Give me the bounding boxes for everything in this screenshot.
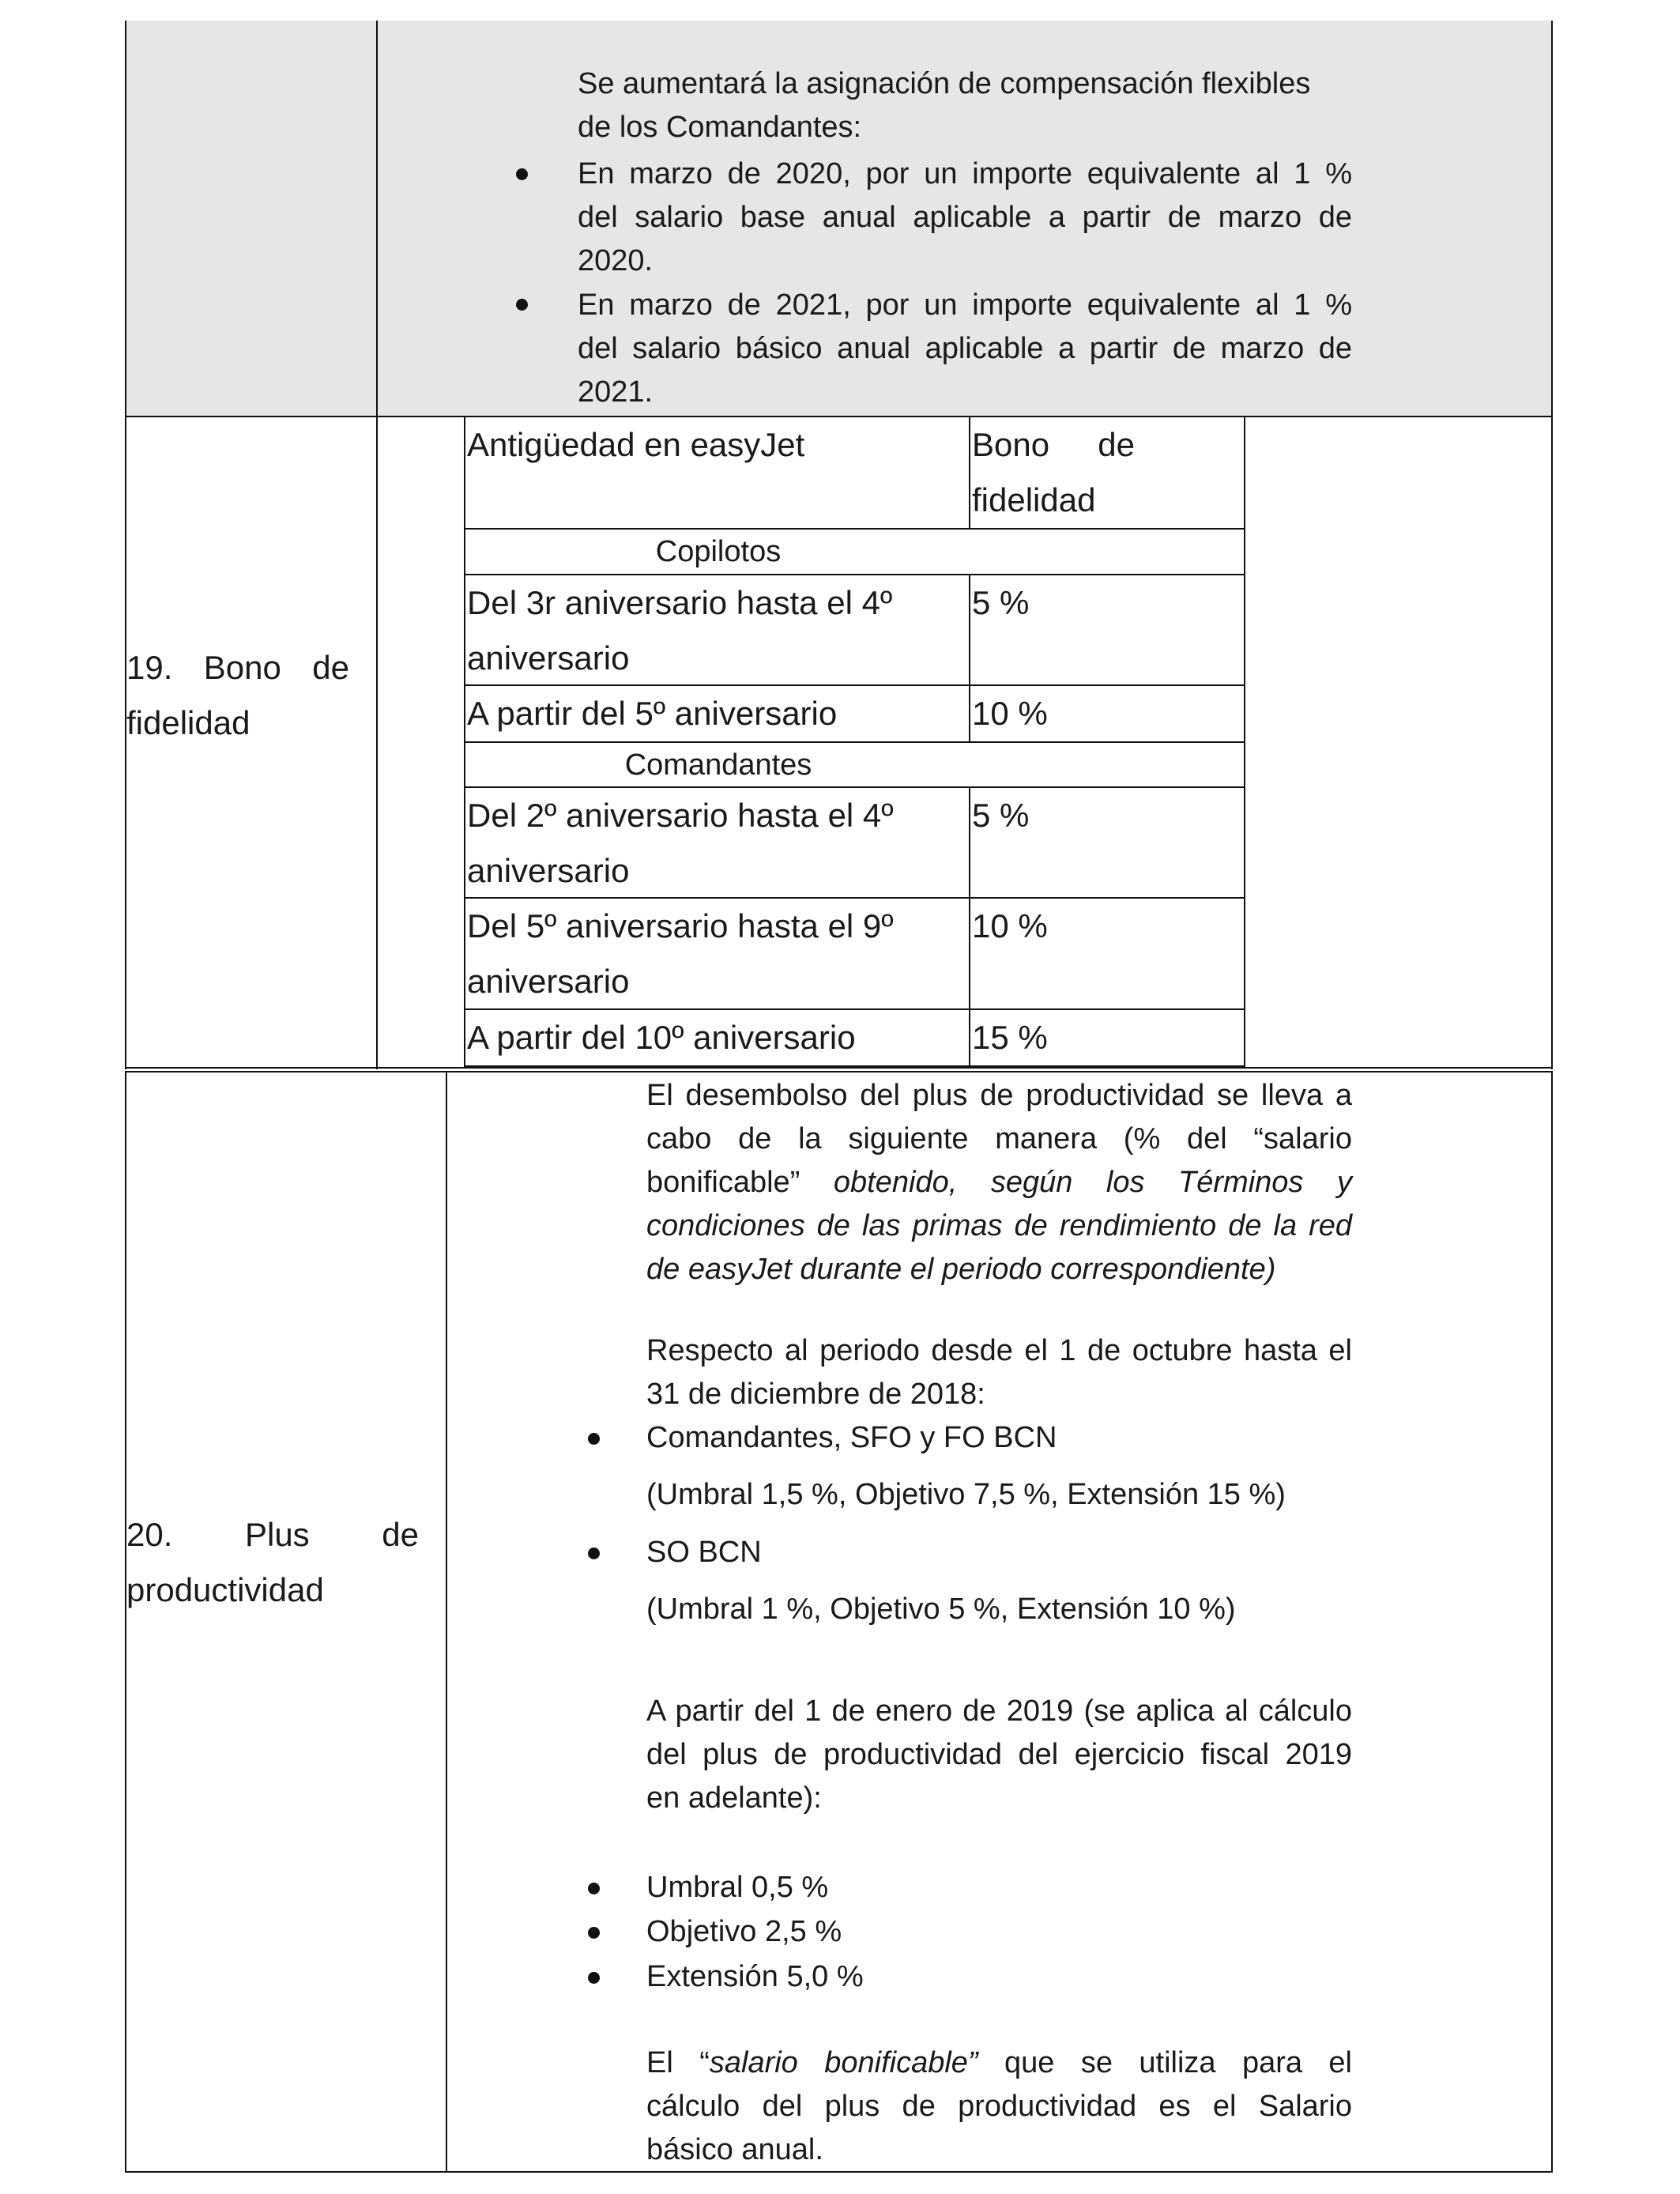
- table-cell-seniority: Del 5º aniversario hasta el 9º: [467, 907, 894, 944]
- table-border: [376, 21, 378, 417]
- row20-paragraph: del plus de productividad del ejercicio fiscal 2019: [646, 1738, 1352, 1771]
- row20-paragraph: condiciones de las primas de rendimiento de la red: [646, 1209, 1352, 1242]
- bullet-icon: [516, 168, 528, 180]
- bullet-icon: [516, 299, 528, 311]
- row20-paragraph: El desembolso del plus de productividad se lleva a: [646, 1079, 1352, 1112]
- table-border: [969, 575, 970, 743]
- table-border: [1551, 416, 1553, 1069]
- row20-paragraph: en adelante):: [646, 1781, 822, 1815]
- table-header-bonus: Bono de: [972, 426, 1135, 463]
- table-border: [125, 2171, 1553, 2173]
- table-border: [125, 1071, 126, 2173]
- table-cell-seniority: aniversario: [467, 852, 630, 889]
- row18-bullet-text: 2021.: [578, 375, 654, 409]
- row18-intro-line: Se aumentará la asignación de compensación flexibles: [578, 67, 1311, 100]
- row20-paragraph: [646, 1161, 1352, 1204]
- table-cell-seniority: A partir del 10º aniversario: [467, 1019, 856, 1056]
- table-border: [125, 1071, 1553, 1072]
- text-span: bonificable”: [646, 1166, 800, 1199]
- text-span: que se utiliza para el: [1004, 2046, 1352, 2079]
- row18-bullet-text: En marzo de 2021, por un importe equivalente al 1 %: [578, 288, 1352, 322]
- section-comandantes: Comandantes: [624, 748, 812, 782]
- table-border: [1551, 21, 1553, 417]
- row20-paragraph: Respecto al periodo desde el 1 de octubre hasta el: [646, 1334, 1352, 1367]
- row20-list-item: Objetivo 2,5 %: [646, 1915, 842, 1948]
- row20-list-item: Extensión 5,0 %: [646, 1960, 864, 1993]
- bullet-icon: [588, 1547, 600, 1559]
- row18-bullet-text: En marzo de 2020, por un importe equivalente al 1 %: [578, 157, 1352, 190]
- table-border: [125, 21, 126, 417]
- table-cell-seniority: Del 3r aniversario hasta el 4º: [467, 584, 893, 621]
- row18-cell-label: [125, 21, 378, 417]
- row20-bullet-sub: (Umbral 1,5 %, Objetivo 7,5 %, Extensión 15 %): [646, 1478, 1286, 1511]
- row20-label: productividad: [126, 1571, 324, 1608]
- table-border: [125, 416, 1553, 417]
- section-copilotos: Copilotos: [655, 535, 782, 568]
- table-cell-seniority: Del 2º aniversario hasta el 4º: [467, 797, 894, 834]
- table-border: [969, 416, 970, 529]
- row20-paragraph: cabo de la siguiente manera (% del “salario: [646, 1122, 1352, 1155]
- row20-paragraph: cálculo del plus de productividad es el Salario: [646, 2090, 1352, 2123]
- table-cell-seniority: aniversario: [467, 963, 630, 1000]
- table-cell-bonus: 10 %: [972, 907, 1048, 944]
- italic-text: obtenido, según los Términos y: [833, 1166, 1352, 1199]
- table-header-bonus: fidelidad: [972, 481, 1096, 518]
- row20-label: 20. Plus de: [126, 1516, 419, 1553]
- bullet-icon: [588, 1972, 600, 1984]
- table-cell-seniority: A partir del 5º aniversario: [467, 695, 838, 732]
- row20-paragraph: [646, 2041, 1352, 2085]
- row20-bullet-sub: (Umbral 1 %, Objetivo 5 %, Extensión 10 %): [646, 1593, 1236, 1626]
- row19-label: 19. Bono de: [126, 649, 349, 686]
- table-header-seniority: Antigüedad en easyJet: [467, 426, 805, 463]
- row18-intro-line: de los Comandantes:: [578, 111, 862, 144]
- text-span: El “: [646, 2046, 710, 2079]
- row19-label: fidelidad: [126, 704, 250, 741]
- table-border: [446, 1071, 447, 2173]
- bullet-icon: [588, 1433, 600, 1445]
- table-border: [969, 787, 970, 1069]
- table-cell-seniority: aniversario: [467, 639, 630, 677]
- row20-paragraph: básico anual.: [646, 2133, 823, 2166]
- row20-paragraph: de easyJet durante el periodo correspondiente): [646, 1253, 1276, 1286]
- row18-bullet-text: del salario base anual aplicable a partir de marzo de: [578, 201, 1352, 234]
- table-cell-bonus: 10 %: [972, 695, 1048, 732]
- table-border: [1551, 1071, 1553, 2173]
- italic-text: salario bonificable”: [709, 2046, 978, 2079]
- row20-list-item: Umbral 0,5 %: [646, 1871, 829, 1904]
- table-border: [464, 1065, 1245, 1067]
- table-cell-bonus: 5 %: [972, 797, 1030, 834]
- row20-paragraph: A partir del 1 de enero de 2019 (se aplica al cálculo: [646, 1695, 1352, 1728]
- row20-bullet: SO BCN: [646, 1536, 762, 1569]
- table-border: [125, 1067, 1553, 1069]
- bullet-icon: [588, 1883, 600, 1894]
- row18-bullet-text: 2020.: [578, 244, 654, 277]
- table-cell-bonus: 15 %: [972, 1019, 1048, 1056]
- row20-bullet: Comandantes, SFO y FO BCN: [646, 1421, 1057, 1454]
- table-border: [376, 416, 378, 1069]
- table-cell-bonus: 5 %: [972, 584, 1030, 621]
- bullet-icon: [588, 1927, 600, 1939]
- row20-paragraph: 31 de diciembre de 2018:: [646, 1378, 985, 1411]
- row18-bullet-text: del salario básico anual aplicable a partir de marzo de: [578, 332, 1352, 365]
